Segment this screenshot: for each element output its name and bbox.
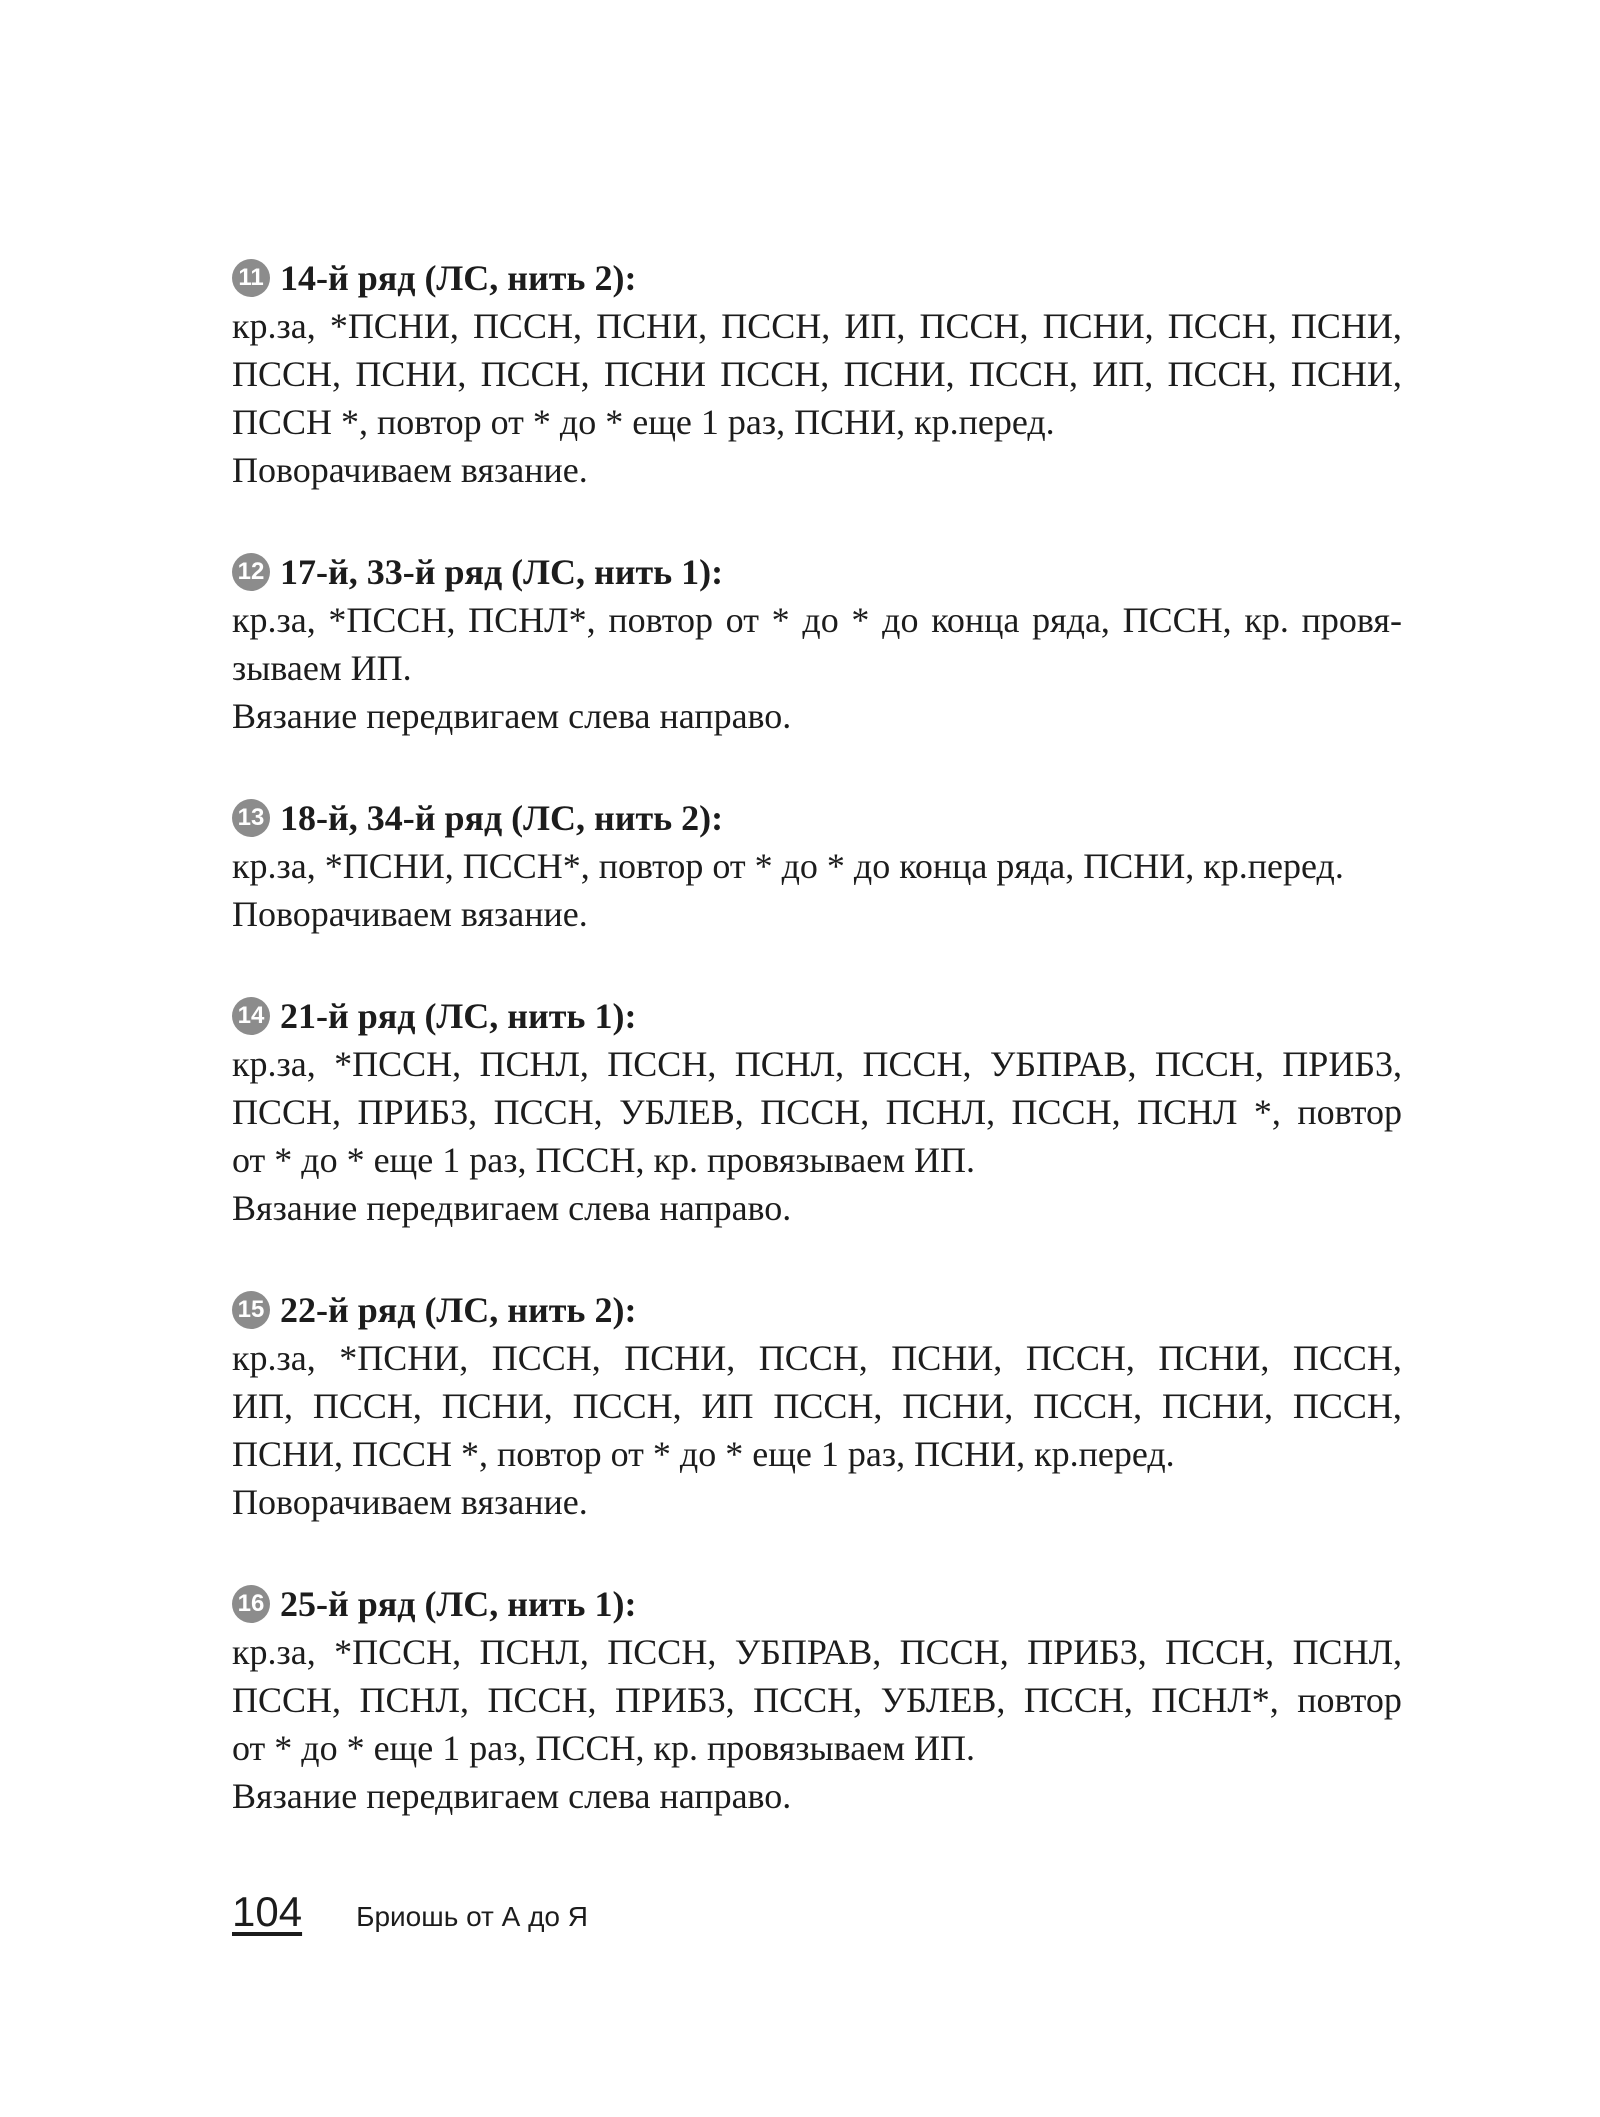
text-line	[232, 1382, 1402, 1430]
word: ПСНЛ,	[885, 1092, 996, 1132]
text-line: ПСНИ, ПССН *, повтор от * до * еще 1 раз, ПСНИ, кр.перед.	[232, 1434, 1175, 1474]
word: ряда,	[1032, 600, 1110, 640]
word: ПСНИ,	[441, 1386, 553, 1426]
word: ПССН,	[1167, 306, 1277, 346]
text-line: Поворачиваем вязание.	[232, 450, 588, 490]
word: ПССН,	[1154, 1044, 1264, 1084]
word: ПССН,	[232, 354, 342, 394]
word: ПССН,	[472, 306, 582, 346]
word: ПСНИ,	[1158, 1338, 1270, 1378]
step-heading-text: 21-й ряд (ЛС, нить 1):	[280, 996, 637, 1036]
word: УБПРАВ,	[734, 1632, 882, 1672]
word: ПСНИ,	[596, 306, 708, 346]
word: ПССН,	[773, 1386, 883, 1426]
word: ПССН,	[1011, 1092, 1121, 1132]
word: повтор	[1297, 1092, 1402, 1132]
step-number-badge: 12	[232, 553, 270, 591]
word: ПСНИ,	[1290, 354, 1402, 394]
word: ПСНИ	[603, 354, 706, 394]
word: ПССН,	[1122, 600, 1232, 640]
step-heading-text: 25-й ряд (ЛС, нить 1):	[280, 1584, 637, 1624]
word: ПСНИ,	[1290, 306, 1402, 346]
instruction-step-15	[232, 1286, 1402, 1526]
word: ПССН,	[607, 1632, 717, 1672]
step-heading	[232, 548, 1402, 596]
step-heading-text: 18-й, 34-й ряд (ЛС, нить 2):	[280, 798, 724, 838]
word: ПРИБ3,	[1027, 1632, 1147, 1672]
step-number-badge: 11	[232, 259, 270, 297]
text-line: кр.за, *ПСНИ, ПССН*, повтор от * до * до конца ряда, ПСНИ, кр.перед.	[232, 846, 1344, 886]
text-line	[232, 302, 1402, 350]
step-heading	[232, 1286, 1402, 1334]
text-line	[232, 1676, 1402, 1724]
word: ПССН,	[480, 354, 590, 394]
book-title: Бриошь от А до Я	[356, 1901, 588, 1932]
word: *ПССН,	[334, 1632, 462, 1672]
text-line	[232, 1088, 1402, 1136]
word: ПССН,	[899, 1632, 1009, 1672]
instruction-step-14	[232, 992, 1402, 1232]
word: УБПРАВ,	[989, 1044, 1137, 1084]
step-heading-text: 22-й ряд (ЛС, нить 2):	[280, 1290, 637, 1330]
word: ИП,	[844, 306, 906, 346]
step-number-badge: 16	[232, 1585, 270, 1623]
word: ПРИБ3,	[1282, 1044, 1402, 1084]
word: ПССН,	[1033, 1386, 1143, 1426]
word: ПСНЛ,	[734, 1044, 845, 1084]
word: ПСНЛ,	[359, 1680, 469, 1720]
word: провя-	[1301, 600, 1402, 640]
word: ПСНИ,	[902, 1386, 1014, 1426]
text-line: от * до * еще 1 раз, ПССН, кр. провязываем ИП.	[232, 1728, 975, 1768]
word: УБЛЕВ,	[619, 1092, 744, 1132]
word: ПССН,	[1023, 1680, 1133, 1720]
text-line: ПССН *, повтор от * до * еще 1 раз, ПСНИ, кр.перед.	[232, 402, 1055, 442]
text-line: Вязание передвигаем слева направо.	[232, 1188, 792, 1228]
word: ПСНИ,	[355, 354, 467, 394]
step-heading	[232, 794, 1402, 842]
word: ПССН,	[720, 354, 830, 394]
word: ПССН,	[487, 1680, 597, 1720]
word: *ПСНИ,	[329, 306, 459, 346]
word: кр.за,	[232, 600, 316, 640]
word: ПССН,	[1292, 1386, 1402, 1426]
word: ПСНЛ,	[479, 1632, 589, 1672]
word: ПССН,	[968, 354, 1078, 394]
word: ПСНИ,	[1042, 306, 1154, 346]
word: ПССН,	[862, 1044, 972, 1084]
word: ПСНИ,	[1162, 1386, 1274, 1426]
word: ПССН,	[1167, 354, 1277, 394]
word: *ПСНИ,	[339, 1338, 469, 1378]
word: ПССН,	[1165, 1632, 1275, 1672]
word: повтор	[1297, 1680, 1402, 1720]
word: ПССН,	[493, 1092, 603, 1132]
word: ПССН,	[1025, 1338, 1135, 1378]
instruction-step-16	[232, 1580, 1402, 1820]
step-heading-text: 14-й ряд (ЛС, нить 2):	[280, 258, 637, 298]
word: ПРИБ3,	[357, 1092, 478, 1132]
text-line: Вязание передвигаем слева направо.	[232, 696, 792, 736]
word: кр.	[1244, 600, 1289, 640]
word: ИП,	[232, 1386, 293, 1426]
instruction-step-11	[232, 254, 1402, 494]
word: *	[771, 600, 790, 640]
step-number-badge: 14	[232, 997, 270, 1035]
word: ПСНИ,	[891, 1338, 1003, 1378]
word: ПССН,	[760, 1092, 870, 1132]
page-content	[232, 254, 1402, 1874]
word: ПСНЛ,	[479, 1044, 589, 1084]
instruction-step-13	[232, 794, 1402, 938]
word: кр.за,	[232, 306, 316, 346]
text-line	[232, 350, 1402, 398]
word: *ПССН,	[334, 1044, 462, 1084]
word: конца	[931, 600, 1020, 640]
word: ПССН,	[721, 306, 831, 346]
word: ПССН,	[232, 1092, 342, 1132]
word: от	[725, 600, 759, 640]
word: *ПССН,	[328, 600, 456, 640]
text-line	[232, 1334, 1402, 1382]
word: кр.за,	[232, 1632, 316, 1672]
text-line	[232, 1040, 1402, 1088]
word: ПСНЛ	[1137, 1092, 1238, 1132]
step-heading-text: 17-й, 33-й ряд (ЛС, нить 1):	[280, 552, 724, 592]
word: ПССН,	[572, 1386, 682, 1426]
page-footer	[232, 1888, 588, 1937]
word: ПСНЛ*,	[1151, 1680, 1279, 1720]
word: ПССН,	[232, 1680, 342, 1720]
word: ПССН,	[491, 1338, 601, 1378]
text-line	[232, 1628, 1402, 1676]
word: ПССН,	[919, 306, 1029, 346]
word: ПССН,	[1292, 1338, 1402, 1378]
step-heading	[232, 254, 1402, 302]
word: *,	[1253, 1092, 1281, 1132]
text-line: Вязание передвигаем слева направо.	[232, 1776, 792, 1816]
word: ПССН,	[753, 1680, 863, 1720]
instruction-step-12	[232, 548, 1402, 740]
word: повтор	[608, 600, 713, 640]
word: ПСНЛ,	[1292, 1632, 1402, 1672]
text-line	[232, 596, 1402, 644]
text-line: Поворачиваем вязание.	[232, 894, 588, 934]
step-heading	[232, 1580, 1402, 1628]
word: ПССН,	[607, 1044, 717, 1084]
step-number-badge: 15	[232, 1291, 270, 1329]
word: ПССН,	[312, 1386, 422, 1426]
word: ПСНЛ*,	[468, 600, 596, 640]
word: ПССН,	[758, 1338, 868, 1378]
step-number-badge: 13	[232, 799, 270, 837]
word: до	[802, 600, 839, 640]
word: до	[882, 600, 919, 640]
word: кр.за,	[232, 1044, 316, 1084]
word: кр.за,	[232, 1338, 316, 1378]
text-line: зываем ИП.	[232, 648, 412, 688]
word: ПРИБ3,	[614, 1680, 735, 1720]
word: *	[851, 600, 870, 640]
text-line: Поворачиваем вязание.	[232, 1482, 588, 1522]
word: ИП,	[1092, 354, 1154, 394]
step-heading	[232, 992, 1402, 1040]
word: ПСНИ,	[843, 354, 955, 394]
page-number: 104	[232, 1888, 303, 1935]
word: ПСНИ,	[624, 1338, 736, 1378]
word: ИП	[701, 1386, 754, 1426]
word: УБЛЕВ,	[880, 1680, 1006, 1720]
text-line: от * до * еще 1 раз, ПССН, кр. провязываем ИП.	[232, 1140, 975, 1180]
